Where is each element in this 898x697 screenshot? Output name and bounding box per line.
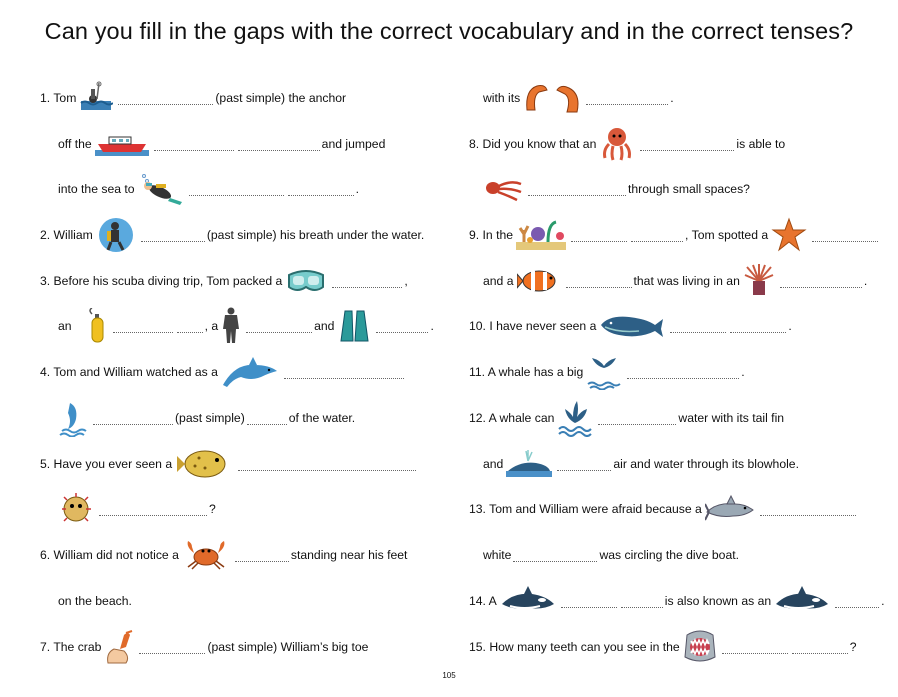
answer-gap[interactable]: [621, 606, 663, 608]
question-6-line-1: [40, 540, 407, 570]
q14-mid-text: is also known as an: [664, 594, 772, 608]
q3b-text: an: [58, 319, 72, 333]
answer-gap[interactable]: [760, 514, 856, 516]
question-13-line-2: [483, 540, 739, 570]
q15-post-text: ?: [849, 640, 857, 654]
q2-post-text: (past simple) his breath under the water.: [206, 228, 425, 242]
pufferfish-icon: [175, 448, 233, 480]
question-5-line-1: [40, 449, 418, 479]
q1-mid-text: (past simple) the anchor: [215, 91, 347, 105]
air-tank-icon: [86, 308, 108, 344]
q10-post-text: .: [788, 319, 792, 333]
q3-text: 3. Before his scuba diving trip, Tom packed a: [40, 274, 283, 288]
answer-gap[interactable]: [627, 377, 739, 379]
question-12-line-2: [483, 449, 799, 479]
diver-dropping-anchor-icon: [79, 81, 113, 115]
answer-gap[interactable]: [670, 331, 726, 333]
coral-reef-icon: [516, 218, 566, 252]
octopus-icon: [599, 126, 635, 162]
whale-icon: [599, 311, 665, 341]
question-6-line-2: [58, 586, 132, 616]
answer-gap[interactable]: [113, 331, 173, 333]
dolphin-icon: [58, 399, 88, 437]
question-7: [40, 632, 368, 662]
answer-gap[interactable]: [566, 286, 632, 288]
crab-icon: [182, 539, 230, 571]
q1b-post-text: and jumped: [321, 137, 386, 151]
q14-post-text: .: [881, 594, 885, 608]
octopus-icon: [483, 174, 523, 204]
question-2: [40, 220, 424, 250]
q3b-mid1-text: , a: [204, 319, 219, 333]
q3b-mid2-text: and: [314, 319, 335, 333]
q9b-text: and a: [483, 274, 514, 288]
q13b-post-text: was circling the dive boat.: [599, 548, 740, 562]
q4b-post-text: of the water.: [288, 411, 356, 425]
answer-gap[interactable]: [571, 240, 627, 242]
q6-text: 6. William did not notice a: [40, 548, 179, 562]
anemone-icon: [743, 263, 775, 299]
q6-post-text: standing near his feet: [290, 548, 408, 562]
answer-gap[interactable]: [284, 377, 404, 379]
wetsuit-icon: [221, 307, 241, 345]
q11-post-text: .: [741, 365, 745, 379]
answer-gap[interactable]: [561, 606, 617, 608]
q8-text: 8. Did you know that an: [469, 137, 597, 151]
q1c-post-text: .: [355, 182, 359, 196]
q10-text: 10. I have never seen a: [469, 319, 597, 333]
question-11: [469, 357, 745, 387]
answer-gap[interactable]: [99, 514, 207, 516]
answer-gap[interactable]: [246, 331, 312, 333]
answer-gap[interactable]: [93, 423, 173, 425]
answer-gap[interactable]: [141, 240, 205, 242]
answer-gap[interactable]: [557, 469, 611, 471]
q12b-post-text: air and water through its blowhole.: [613, 457, 799, 471]
answer-gap[interactable]: [598, 423, 676, 425]
answer-gap[interactable]: [835, 606, 879, 608]
q8b-post-text: through small spaces?: [628, 182, 750, 196]
starfish-icon: [771, 217, 807, 253]
answer-gap[interactable]: [792, 652, 848, 654]
answer-gap[interactable]: [722, 652, 788, 654]
question-9-line-1: [469, 220, 880, 250]
question-15: [469, 632, 856, 662]
answer-gap[interactable]: [730, 331, 786, 333]
question-3-line-1: [40, 266, 408, 296]
answer-gap[interactable]: [812, 240, 878, 242]
question-10: [469, 311, 792, 341]
q9b-mid-text: that was living in an: [633, 274, 740, 288]
q14-text: 14. A: [469, 594, 497, 608]
q11-text: 11. A whale has a big: [469, 365, 584, 379]
q9b-post-text: .: [863, 274, 868, 288]
answer-gap[interactable]: [780, 286, 862, 288]
crab-pinching-toe-icon: [104, 629, 134, 665]
question-7-line-2: [483, 83, 674, 113]
question-1-line-1: [40, 83, 346, 113]
question-4-line-2: [58, 403, 355, 433]
answer-gap[interactable]: [139, 652, 205, 654]
q4b-mid-text: (past simple): [175, 411, 245, 425]
question-4-line-1: [40, 357, 406, 387]
answer-gap[interactable]: [640, 149, 734, 151]
answer-gap[interactable]: [247, 423, 287, 425]
answer-gap[interactable]: [238, 149, 320, 151]
answer-gap[interactable]: [631, 240, 683, 242]
answer-gap[interactable]: [288, 194, 354, 196]
answer-gap[interactable]: [586, 103, 668, 105]
q2-text: 2. William: [40, 228, 93, 242]
q7-post-text: (past simple) William’s big toe: [207, 640, 369, 654]
q8-post-text: is able to: [736, 137, 786, 151]
answer-gap[interactable]: [154, 149, 234, 151]
answer-gap[interactable]: [189, 194, 284, 196]
q4-text: 4. Tom and William watched as a: [40, 365, 218, 379]
q1c-text: into the sea to: [58, 182, 135, 196]
scuba-diver-icon: [96, 217, 136, 253]
question-8-line-1: [469, 129, 785, 159]
answer-gap[interactable]: [118, 103, 213, 105]
q7b-post-text: .: [670, 91, 674, 105]
q9-text: 9. In the: [469, 228, 514, 242]
q9-mid-text: , Tom spotted a: [685, 228, 769, 242]
answer-gap[interactable]: [177, 331, 203, 333]
answer-gap[interactable]: [235, 560, 289, 562]
question-8-line-2: [483, 174, 750, 204]
q12b-text: and: [483, 457, 504, 471]
scuba-diver-icon: [138, 172, 184, 206]
q3-post-text: ,: [404, 274, 408, 288]
boat-icon: [95, 130, 149, 158]
q13b-text: white: [483, 548, 512, 562]
answer-gap[interactable]: [528, 194, 626, 196]
question-12-line-1: [469, 403, 784, 433]
q6b-text: on the beach.: [58, 594, 132, 608]
clownfish-icon: [517, 266, 561, 296]
question-1-line-3: [58, 174, 359, 204]
q5b-post-text: ?: [209, 502, 216, 516]
whale-splash-icon: [557, 399, 593, 437]
page-number: 105: [442, 671, 456, 680]
question-14: [469, 586, 885, 616]
page-title: Can you fill in the gaps with the correct vocabulary and in the correct tenses?: [44, 18, 854, 44]
q7b-text: with its: [483, 91, 521, 105]
q5-text: 5. Have you ever seen a: [40, 457, 173, 471]
q13-text: 13. Tom and William were afraid because a: [469, 502, 702, 516]
whale-tail-icon: [586, 354, 622, 390]
shark-mouth-icon: [683, 629, 717, 665]
pufferfish-icon: [58, 491, 94, 527]
answer-gap[interactable]: [513, 560, 597, 562]
q15-text: 15. How many teeth can you see in the: [469, 640, 680, 654]
q3b-post-text: .: [430, 319, 434, 333]
question-13-line-1: [469, 494, 858, 524]
q1-text: 1. Tom: [40, 91, 77, 105]
q1b-text: off the: [58, 137, 92, 151]
shark-icon: [705, 494, 755, 524]
whale-blowhole-icon: [506, 449, 552, 479]
question-9-line-2: [483, 266, 867, 296]
question-5-line-2: [58, 494, 216, 524]
dolphin-icon: [221, 355, 279, 389]
question-3-line-2: [58, 311, 434, 341]
flippers-icon: [337, 309, 371, 343]
crab-claws-icon: [523, 80, 581, 116]
orca-icon: [774, 586, 830, 616]
q12-post-text: water with its tail fin: [678, 411, 785, 425]
diving-mask-icon: [285, 265, 327, 297]
question-1-line-2: [58, 129, 385, 159]
q12-text: 12. A whale can: [469, 411, 555, 425]
answer-gap[interactable]: [376, 331, 428, 333]
answer-gap[interactable]: [238, 469, 416, 471]
q7-text: 7. The crab: [40, 640, 102, 654]
answer-gap[interactable]: [332, 286, 402, 288]
orca-icon: [500, 586, 556, 616]
